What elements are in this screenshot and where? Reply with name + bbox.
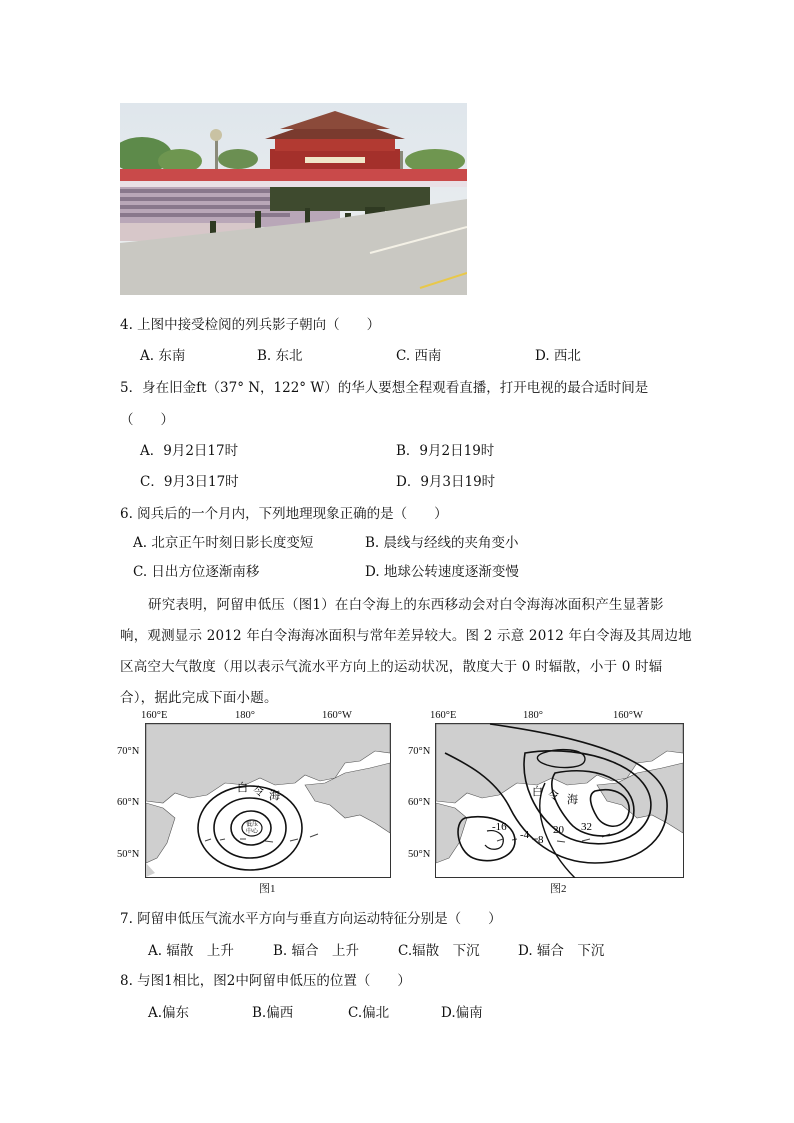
map2-sea-char-1: 白 — [532, 786, 543, 798]
map2-sea-char-3: 海 — [567, 794, 578, 806]
q4-option-a[interactable]: A. 东南 — [140, 348, 186, 364]
map2-lon-180: 180° — [523, 710, 543, 721]
q6-option-c[interactable]: C. 日出方位逐渐南移 — [133, 564, 260, 580]
q6-option-b[interactable]: B. 晨线与经线的夹角变小 — [365, 535, 519, 551]
passage-line-3: 区高空大气散度（用以表示气流水平方向上的运动状况，散度大于 0 时辐散，小于 0 时辐 — [120, 659, 663, 675]
q8-option-b[interactable]: B.偏西 — [252, 1005, 294, 1021]
q7-option-d[interactable]: D. 辐合 下沉 — [518, 943, 605, 959]
map1-lon-180: 180° — [235, 710, 255, 721]
q7-option-a[interactable]: A. 辐散 上升 — [148, 943, 234, 959]
map1-center-line-2: 中心 — [246, 829, 259, 835]
q8-option-d[interactable]: D.偏南 — [441, 1005, 483, 1021]
map2-lat-60n: 60°N — [408, 797, 431, 808]
parade-photo-illustration — [120, 103, 467, 295]
q4-option-c[interactable]: C. 西南 — [396, 348, 442, 364]
q6-stem: 6. 阅兵后的一个月内，下列地理现象正确的是（ ） — [120, 506, 448, 522]
map2-sea-char-2: 令 — [548, 790, 559, 802]
q8-stem: 8. 与图1相比，图2中阿留申低压的位置（ ） — [120, 973, 411, 989]
q5-option-a[interactable]: A．9月2日17时 — [140, 443, 239, 459]
map2-contour-neg16: -16 — [492, 821, 507, 833]
q4-option-d[interactable]: D. 西北 — [535, 348, 581, 364]
map2-lat-50n: 50°N — [408, 849, 431, 860]
q4-stem: 4. 上图中接受检阅的列兵影子朝向（ ） — [120, 317, 381, 333]
q8-option-c[interactable]: C.偏北 — [348, 1005, 390, 1021]
map2-lat-70n: 70°N — [408, 746, 431, 757]
q5-option-d[interactable]: D．9月3日19时 — [396, 474, 496, 490]
map1-center-line-1: 低压 — [246, 822, 259, 828]
passage-line-1: 研究表明，阿留申低压（图1）在白令海上的东西移动会对白令海海冰面积产生显著影 — [148, 597, 664, 613]
q7-option-c[interactable]: C.辐散 下沉 — [398, 943, 480, 959]
map1-canvas — [145, 723, 391, 878]
map2-contour-20: 20 — [553, 824, 564, 836]
map2-caption: 图2 — [550, 883, 567, 895]
q5-stem: 5．身在旧金ft（37° N，122° W）的华人要想全程观看直播，打开电视的最合适时间是 — [120, 380, 649, 396]
map1-caption: 图1 — [259, 883, 276, 895]
map1-sea-char-1: 白 — [237, 782, 248, 794]
q5-stem-bracket: （ ） — [120, 412, 174, 428]
parade-photo — [120, 103, 467, 295]
map2-lon-160w: 160°W — [613, 710, 643, 721]
map1-sea-char-3: 海 — [269, 790, 280, 802]
map-figure-1 — [115, 708, 397, 896]
map2-contour-neg4: -4 — [520, 829, 530, 841]
q7-option-b[interactable]: B. 辐合 上升 — [273, 943, 360, 959]
map2-lon-160e: 160°E — [430, 710, 457, 721]
map1-sea-char-2: 令 — [253, 786, 264, 798]
map2-canvas — [435, 723, 684, 878]
map1-lat-60n: 60°N — [117, 797, 140, 808]
q5-option-b[interactable]: B．9月2日19时 — [396, 443, 495, 459]
passage-line-4: 合），据此完成下面小题。 — [120, 690, 278, 706]
map2-contour-32: 32 — [581, 821, 592, 833]
q5-option-c[interactable]: C．9月3日17时 — [140, 474, 239, 490]
q8-option-a[interactable]: A.偏东 — [148, 1005, 190, 1021]
map1-lon-160e: 160°E — [141, 710, 168, 721]
q7-stem: 7. 阿留申低压气流水平方向与垂直方向运动特征分别是（ ） — [120, 911, 502, 927]
map1-lat-70n: 70°N — [117, 746, 140, 757]
q4-option-b[interactable]: B. 东北 — [257, 348, 303, 364]
passage-line-2: 响，观测显示 2012 年白令海海冰面积与常年差异较大。图 2 示意 2012 年白令海及其周边地 — [120, 628, 692, 644]
q6-option-a[interactable]: A. 北京正午时刻日影长度变短 — [133, 535, 314, 551]
map-figure-2 — [408, 708, 690, 896]
map2-contour-8: 8 — [538, 834, 544, 846]
map1-lat-50n: 50°N — [117, 849, 140, 860]
q6-option-d[interactable]: D. 地球公转速度逐渐变慢 — [365, 564, 519, 580]
map1-lon-160w: 160°W — [322, 710, 352, 721]
